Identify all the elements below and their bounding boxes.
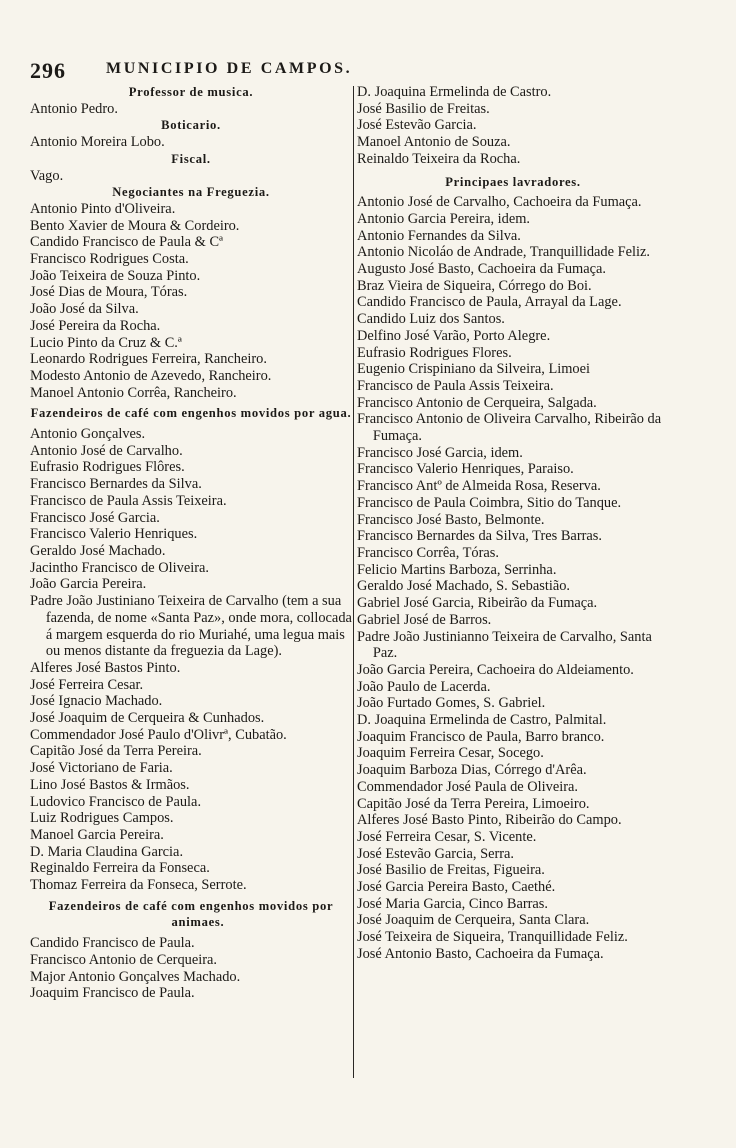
- list-entry: José Maria Garcia, Cinco Barras.: [357, 895, 549, 912]
- list-entry: Major Antonio Gonçalves Machado.: [30, 968, 241, 985]
- list-entry: José Pereira da Rocha.: [30, 317, 161, 334]
- list-entry: Capitão José da Terra Pereira.: [30, 743, 202, 760]
- list-entry: Francisco Corrêa, Tóras.: [357, 544, 499, 561]
- list-entry: José Victoriano de Faria.: [30, 760, 173, 777]
- list-entry: Antonio José de Carvalho.: [30, 442, 183, 459]
- list-entry: Commendador José Paula de Oliveira.: [357, 778, 579, 795]
- list-entry: Lino José Bastos & Irmãos.: [30, 776, 190, 793]
- list-entry: Francisco Antonio de Oliveira Carvalho, Ribeirão da Fumaça.: [357, 411, 662, 445]
- list-entry: Thomaz Ferreira da Fonseca, Serrote.: [30, 877, 247, 894]
- section-heading-engenhos-animaes: Fazendeiros de café com engenhos movidos por animaes.: [48, 898, 334, 930]
- list-entry: João Garcia Pereira.: [30, 576, 147, 593]
- list-entry: José Ferreira Cesar.: [30, 676, 144, 693]
- list-entry: Francisco José Basto, Belmonte.: [357, 511, 545, 528]
- section-entries-fiscal: [30, 168, 352, 185]
- list-entry: Gabriel José de Barros.: [357, 611, 492, 628]
- section-heading-lavradores: Principaes lavradores.: [445, 174, 581, 189]
- list-entry: José Joaquim de Cerqueira, Santa Clara.: [357, 912, 590, 929]
- list-entry: Luiz Rodrigues Campos.: [30, 810, 174, 827]
- list-entry: José Ferreira Cesar, S. Vicente.: [357, 828, 537, 845]
- list-entry: Antonio Nicoláo de Andrade, Tranquillidade Feliz.: [357, 244, 650, 261]
- list-entry: Manoel Garcia Pereira.: [30, 826, 164, 843]
- list-entry: Antonio Moreira Lobo.: [30, 134, 165, 151]
- page-number: 296: [30, 58, 66, 83]
- list-entry: Joaquim Ferreira Cesar, Socego.: [357, 745, 544, 762]
- list-entry: Leonardo Rodrigues Ferreira, Rancheiro.: [30, 351, 267, 368]
- list-entry: Eufrasio Rodrigues Flôres.: [30, 459, 185, 476]
- list-entry: Francisco José Garcia.: [30, 509, 160, 526]
- list-entry: Candido Francisco de Paula, Arrayal da Lage.: [357, 294, 622, 311]
- list-entry: Jacintho Francisco de Oliveira.: [30, 559, 210, 576]
- list-entry: Commendador José Paulo d'Olivrª, Cubatão.: [30, 726, 287, 743]
- list-entry: João Furtado Gomes, S. Gabriel.: [357, 695, 546, 712]
- section-entries-professor: [30, 101, 352, 118]
- list-entry: Francisco de Paula Assis Teixeira.: [357, 377, 554, 394]
- column-divider: [353, 86, 354, 1078]
- list-entry: Francisco Bernardes da Silva.: [30, 476, 202, 493]
- list-entry: Geraldo José Machado.: [30, 542, 166, 559]
- list-entry: Antonio José de Carvalho, Cachoeira da Fumaça.: [357, 194, 642, 211]
- list-entry: Francisco Antonio de Cerqueira.: [30, 951, 218, 968]
- list-entry: Joaquim Francisco de Paula, Barro branco.: [357, 728, 605, 745]
- list-entry: José Estevão Garcia.: [357, 117, 477, 134]
- list-entry: Gabriel José Garcia, Ribeirão da Fumaça.: [357, 595, 598, 612]
- list-entry: Francisco Valerio Henriques, Paraiso.: [357, 461, 574, 478]
- list-entry: João José da Silva.: [30, 301, 139, 318]
- section-heading-engenhos-agua: Fazendeiros de café com engenhos movidos por agua.: [30, 406, 352, 421]
- list-entry: Felicio Martins Barboza, Serrinha.: [357, 561, 557, 578]
- list-entry: José Dias de Moura, Tóras.: [30, 284, 188, 301]
- section-heading-boticario: Boticario.: [161, 118, 221, 133]
- list-entry: Antonio Pinto d'Oliveira.: [30, 200, 176, 217]
- list-entry: José Garcia Pereira Basto, Caethé.: [357, 879, 556, 896]
- list-entry: Alferes José Bastos Pinto.: [30, 659, 181, 676]
- section-entries-boticario: [30, 134, 352, 151]
- section-entries-lavradores: [357, 194, 669, 962]
- list-entry: Candido Francisco de Paula & Cª: [30, 234, 224, 251]
- list-entry: Eugenio Crispiniano da Silveira, Limoei: [357, 361, 591, 378]
- list-entry: Augusto José Basto, Cachoeira da Fumaça.: [357, 261, 606, 278]
- list-entry: Francisco Rodrigues Costa.: [30, 251, 189, 268]
- left-column: [30, 84, 352, 1002]
- list-entry: Joaquim Francisco de Paula.: [30, 985, 195, 1002]
- list-entry: Ludovico Francisco de Paula.: [30, 793, 202, 810]
- list-entry: José Estevão Garcia, Serra.: [357, 845, 515, 862]
- list-entry: Francisco Antº de Almeida Rosa, Reserva.: [357, 478, 601, 495]
- list-entry: João Garcia Pereira, Cachoeira do Aldeiamento.: [357, 661, 634, 678]
- section-entries-engenhos-agua: [30, 426, 352, 894]
- list-entry: Delfino José Varão, Porto Alegre.: [357, 327, 551, 344]
- list-entry: Capitão José da Terra Pereira, Limoeiro.: [357, 795, 590, 812]
- list-entry: José Teixeira de Siqueira, Tranquillidade Feliz.: [357, 929, 628, 946]
- list-entry: D. Joaquina Ermelinda de Castro.: [357, 84, 552, 100]
- list-entry: Francisco Bernardes da Silva, Tres Barras.: [357, 528, 602, 545]
- list-entry: D. Joaquina Ermelinda de Castro, Palmital.: [357, 712, 607, 729]
- list-entry: Padre João Justinianno Teixeira de Carvalho, Santa Paz.: [357, 628, 652, 662]
- list-entry: Geraldo José Machado, S. Sebastião.: [357, 578, 571, 595]
- list-entry: Francisco Valerio Henriques.: [30, 526, 198, 543]
- running-title: MUNICIPIO DE CAMPOS.: [106, 60, 353, 77]
- list-entry: José Basilio de Freitas, Figueira.: [357, 862, 545, 879]
- section-entries-negociantes: [30, 201, 352, 401]
- list-entry: José Antonio Basto, Cachoeira da Fumaça.: [357, 945, 604, 962]
- list-entry: Francisco Antonio de Cerqueira, Salgada.: [357, 394, 597, 411]
- list-entry: Braz Vieira de Siqueira, Córrego do Boi.: [357, 277, 592, 294]
- section-heading-negociantes: Negociantes na Freguezia.: [112, 185, 270, 200]
- list-entry: João Paulo de Lacerda.: [357, 678, 491, 695]
- list-entry: José Joaquim de Cerqueira & Cunhados.: [30, 710, 265, 727]
- list-entry: Francisco José Garcia, idem.: [357, 444, 523, 461]
- list-entry: Antonio Fernandes da Silva.: [357, 227, 521, 244]
- list-entry: Bento Xavier de Moura & Cordeiro.: [30, 217, 240, 234]
- list-entry: Antonio Garcia Pereira, idem.: [357, 210, 531, 227]
- page-header: [30, 58, 490, 82]
- list-entry: José Basilio de Freitas.: [357, 100, 490, 117]
- list-entry: José Ignacio Machado.: [30, 693, 163, 710]
- section-entries-continued: [357, 84, 669, 168]
- list-entry: Vago.: [30, 167, 64, 184]
- list-entry: Reginaldo Ferreira da Fonseca.: [30, 860, 210, 877]
- list-entry: Antonio Gonçalves.: [30, 426, 146, 443]
- list-entry: Padre João Justiniano Teixeira de Carvalho (tem a sua fazenda, de nome «Santa Paz», onde mora, collocada á margem esquerda do rio Muriahé, uma legua mais ou menos distante da freguezia da Lage).: [30, 593, 352, 660]
- list-entry: Manoel Antonio Corrêa, Rancheiro.: [30, 384, 237, 401]
- list-entry: João Teixeira de Souza Pinto.: [30, 267, 201, 284]
- list-entry: Francisco de Paula Assis Teixeira.: [30, 492, 227, 509]
- list-entry: Antonio Pedro.: [30, 100, 118, 117]
- list-entry: Eufrasio Rodrigues Flores.: [357, 344, 512, 361]
- list-entry: Joaquim Barboza Dias, Córrego d'Arêa.: [357, 762, 587, 779]
- list-entry: Candido Francisco de Paula.: [30, 935, 195, 952]
- list-entry: D. Maria Claudina Garcia.: [30, 843, 184, 860]
- section-entries-engenhos-animaes: [30, 935, 352, 1002]
- right-column: [357, 84, 669, 963]
- list-entry: Lucio Pinto da Cruz & C.ª: [30, 334, 182, 351]
- list-entry: Francisco de Paula Coimbra, Sitio do Tanque.: [357, 494, 622, 511]
- section-heading-professor: Professor de musica.: [128, 85, 254, 99]
- section-heading-fiscal: Fiscal.: [171, 151, 211, 166]
- list-entry: Manoel Antonio de Souza.: [357, 134, 511, 151]
- list-entry: Alferes José Basto Pinto, Ribeirão do Campo.: [357, 812, 622, 829]
- list-entry: Candido Luiz dos Santos.: [357, 311, 505, 328]
- list-entry: Modesto Antonio de Azevedo, Rancheiro.: [30, 367, 272, 384]
- list-entry: Reinaldo Teixeira da Rocha.: [357, 150, 521, 167]
